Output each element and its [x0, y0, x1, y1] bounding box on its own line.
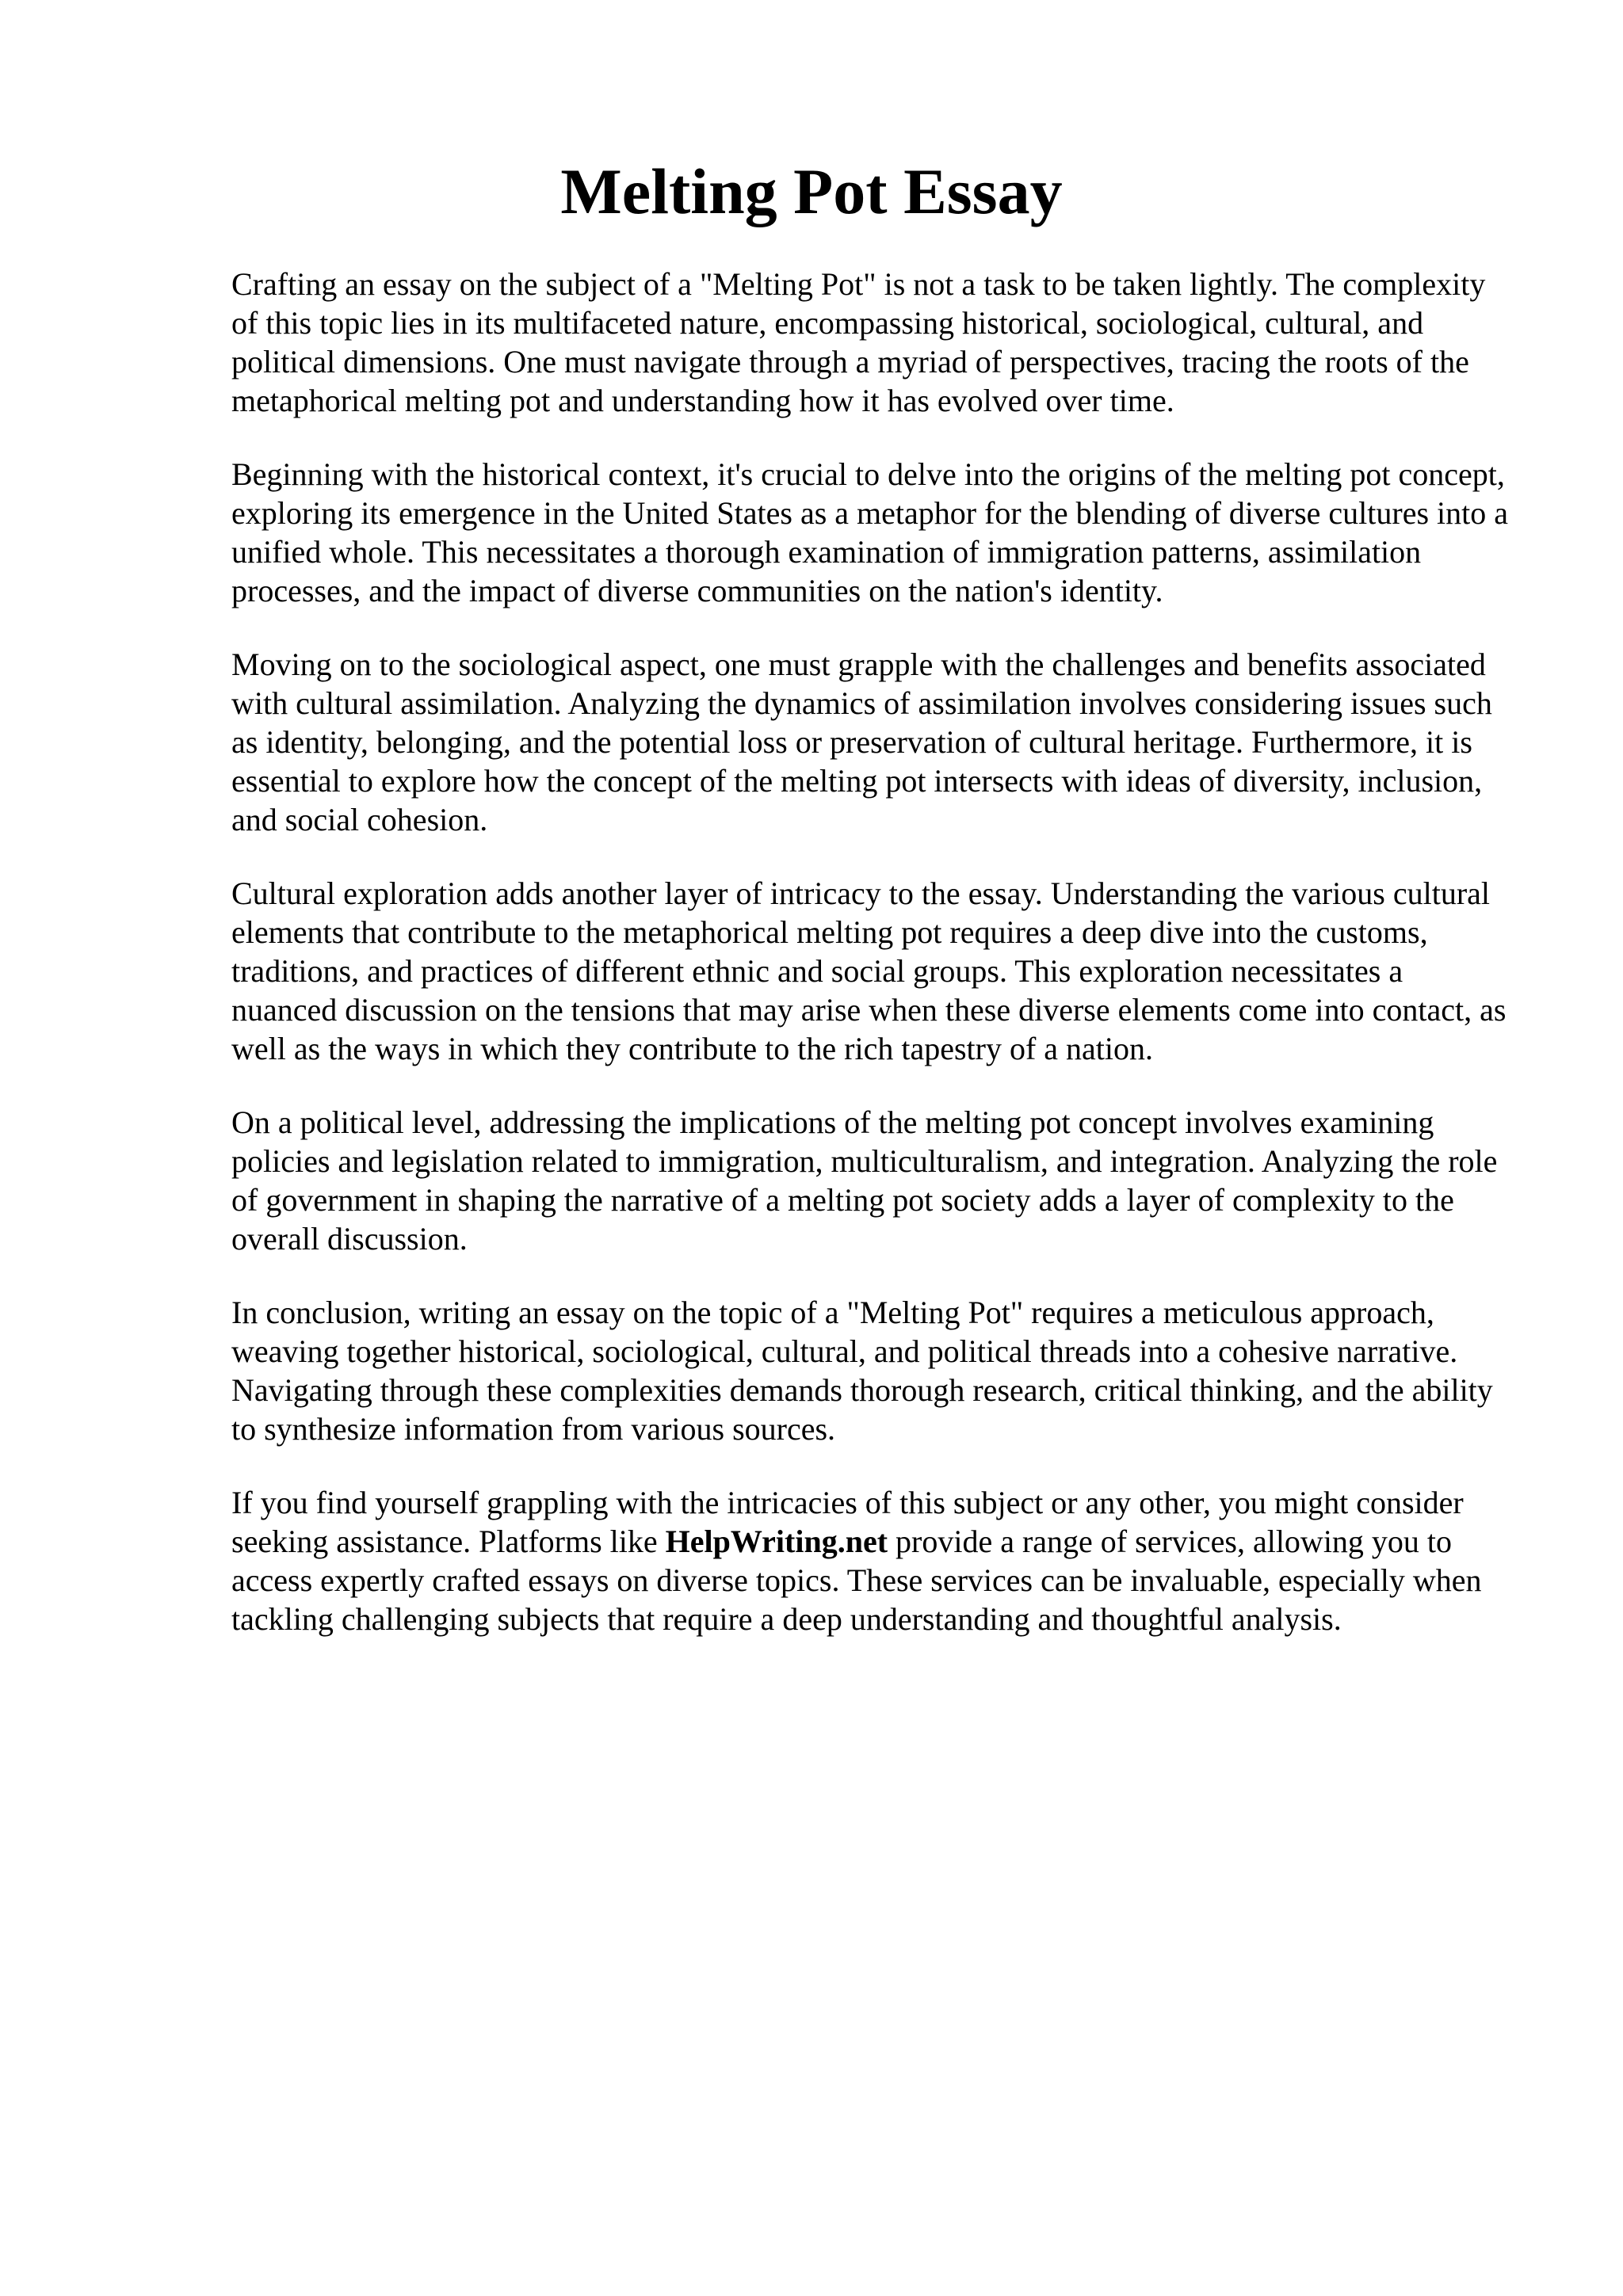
paragraph-historical: Beginning with the historical context, it's crucial to delve into the origins of the melting pot concept, exploring its emergence in the United States as a metaphor for the blending of diverse cultures into a unified whole. This necessitates a thorough examination of immigration patterns, assimilation processes, and the impact of diverse communities on the nation's identity. — [231, 456, 1509, 608]
paragraph-cultural: Cultural exploration adds another layer of intricacy to the essay. Understanding the various cultural elements that contribute to the metaphorical melting pot requires a deep dive into the customs, traditions, and practices of different ethnic and social groups. This exploration necessitates a nuanced discussion on the tensions that may arise when these diverse elements come into contact, as well as the ways in which they contribute to the rich tapestry of a nation. — [231, 875, 1507, 1066]
page-title: Melting Pot Essay — [560, 155, 1063, 227]
essay-body — [231, 265, 1515, 1673]
paragraph-conclusion: In conclusion, writing an essay on the topic of a "Melting Pot" requires a meticulous approach, weaving together historical, sociological, cultural, and political threads into a cohesive narrative. Navigating through these complexities demands thorough research, critical thinking, and the ability to synthesize information from various sources. — [231, 1295, 1493, 1447]
closing-text-before: If you find yourself grappling with the intricacies of this subject or any other, you might consider seeking assistance. Platforms like — [231, 1485, 1464, 1559]
brand-name: HelpWriting.net — [665, 1524, 888, 1559]
paragraph-sociological: Moving on to the sociological aspect, one must grapple with the challenges and benefits associated with cultural assimilation. Analyzing the dynamics of assimilation involves considering issues such as identity, belonging, and the potential loss or preservation of cultural heritage. Furthermore, it is essential to explore how the concept of the melting pot intersects with ideas of diversity, inclusion, and social cohesion. — [231, 646, 1492, 837]
paragraph-intro: Crafting an essay on the subject of a "Melting Pot" is not a task to be taken lightly. The complexity of this topic lies in its multifaceted nature, encompassing historical, sociological, cultural, and political dimensions. One must navigate through a myriad of perspectives, tracing the roots of the metaphorical melting pot and understanding how it has evolved over time. — [231, 266, 1486, 418]
closing-text-after: provide a range of services, allowing you to access expertly crafted essays on diverse topics. These services can be invaluable, especially when tackling challenging subjects that require a deep understanding and thoughtful analysis. — [231, 1524, 1482, 1637]
paragraph-political: On a political level, addressing the implications of the melting pot concept involves examining policies and legislation related to immigration, multiculturalism, and integration. Analyzing the role of government in shaping the narrative of a melting pot society adds a layer of complexity to the overall discussion. — [231, 1104, 1498, 1257]
paragraph-closing — [231, 1483, 1515, 1638]
